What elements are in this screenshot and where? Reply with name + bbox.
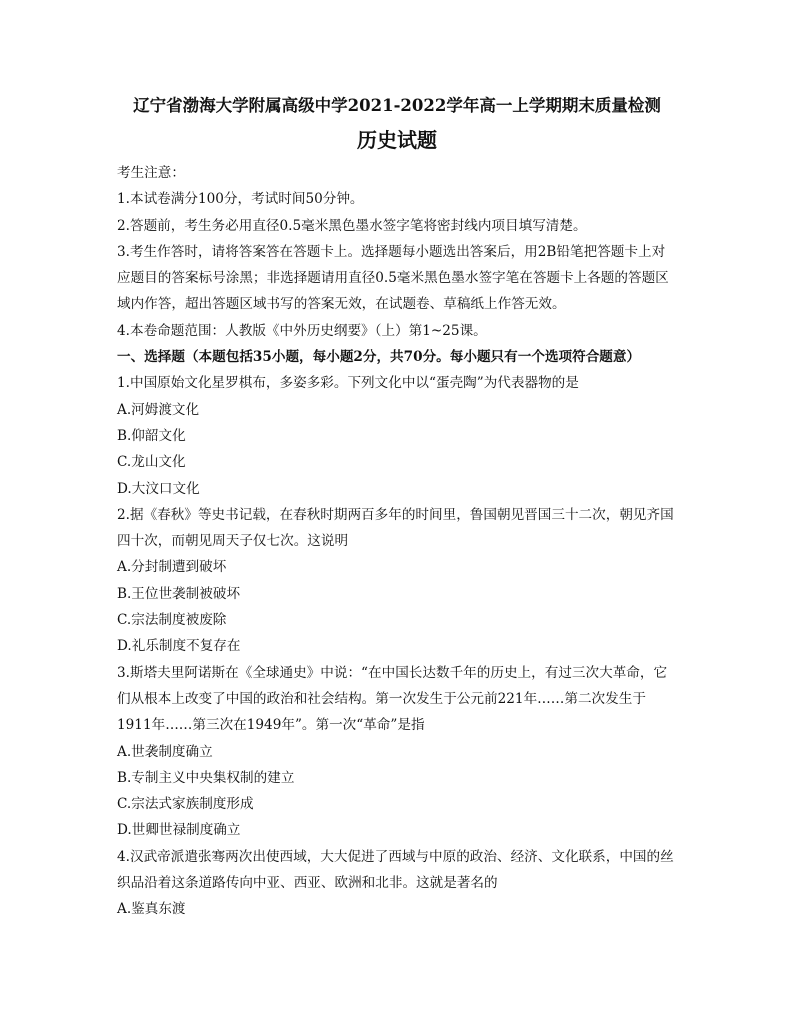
notice-item: 4.本卷命题范围：人教版《中外历史纲要》（上）第1~25课。	[117, 322, 487, 339]
answer-option: D.礼乐制度不复存在	[117, 638, 241, 655]
answer-option: A.分封制遭到破坏	[117, 559, 227, 576]
answer-option: A.河姆渡文化	[117, 401, 200, 418]
section-heading: 一、选择题（本题包括35小题，每小题2分，共70分。每小题只有一个选项符合题意）	[117, 349, 641, 366]
notice-heading: 考生注意：	[117, 165, 185, 181]
question-stem: 织品沿着这条道路传向中亚、西亚、欧洲和北非。这就是著名的	[117, 875, 498, 892]
question-stem: 们从根本上改变了中国的政治和社会结构。第一次发生于公元前221年……第二次发生于	[117, 690, 646, 707]
answer-option: D.世卿世禄制度确立	[117, 822, 241, 839]
notice-item: 应题目的答案标号涂黑；非选择题请用直径0.5毫米黑色墨水签字笔在答题卡上各题的答题区	[117, 270, 669, 287]
answer-option: B.王位世袭制被破坏	[117, 585, 241, 602]
answer-option: A.世袭制度确立	[117, 743, 213, 760]
answer-option: A.鉴真东渡	[117, 901, 186, 918]
question-stem: 1911年……第三次在1949年”。第一次“革命”是指	[117, 717, 425, 734]
exam-body	[117, 160, 679, 923]
notice-item: 域内作答，超出答题区域书写的答案无效，在试题卷、草稿纸上作答无效。	[117, 296, 566, 313]
answer-option: B.仰韶文化	[117, 427, 186, 444]
answer-option: C.宗法制度被废除	[117, 612, 227, 629]
answer-option: B.专制主义中央集权制的建立	[117, 769, 295, 786]
exam-title: 辽宁省渤海大学附属高级中学2021-2022学年高一上学期期末质量检测	[133, 96, 661, 115]
answer-option: D.大汶口文化	[117, 480, 200, 497]
answer-option: C.龙山文化	[117, 454, 186, 471]
notice-item: 1.本试卷满分100分，考试时间50分钟。	[117, 191, 364, 208]
notice-item: 3.考生作答时，请将答案答在答题卡上。选择题每小题选出答案后，用2B铅笔把答题卡上对	[117, 243, 666, 260]
question-stem: 2.据《春秋》等史书记载，在春秋时期两百多年的时间里，鲁国朝见晋国三十二次，朝见齐国	[117, 506, 674, 523]
notice-item: 2.答题前，考生务必用直径0.5毫米黑色墨水签字笔将密封线内项目填写清楚。	[117, 217, 587, 234]
question-stem: 3.斯塔夫里阿诺斯在《全球通史》中说：“在中国长达数千年的历史上，有过三次大革命，它	[117, 664, 668, 681]
exam-subject-title: 历史试题	[357, 128, 437, 152]
question-stem: 四十次，而朝见周天子仅七次。这说明	[117, 533, 349, 550]
question-stem: 4.汉武帝派遣张骞两次出使西域，大大促进了西域与中原的政治、经济、文化联系，中国的丝	[117, 848, 674, 865]
answer-option: C.宗法式家族制度形成	[117, 796, 254, 813]
question-stem: 1.中国原始文化星罗棋布，多姿多彩。下列文化中以“蛋壳陶”为代表器物的是	[117, 375, 579, 392]
